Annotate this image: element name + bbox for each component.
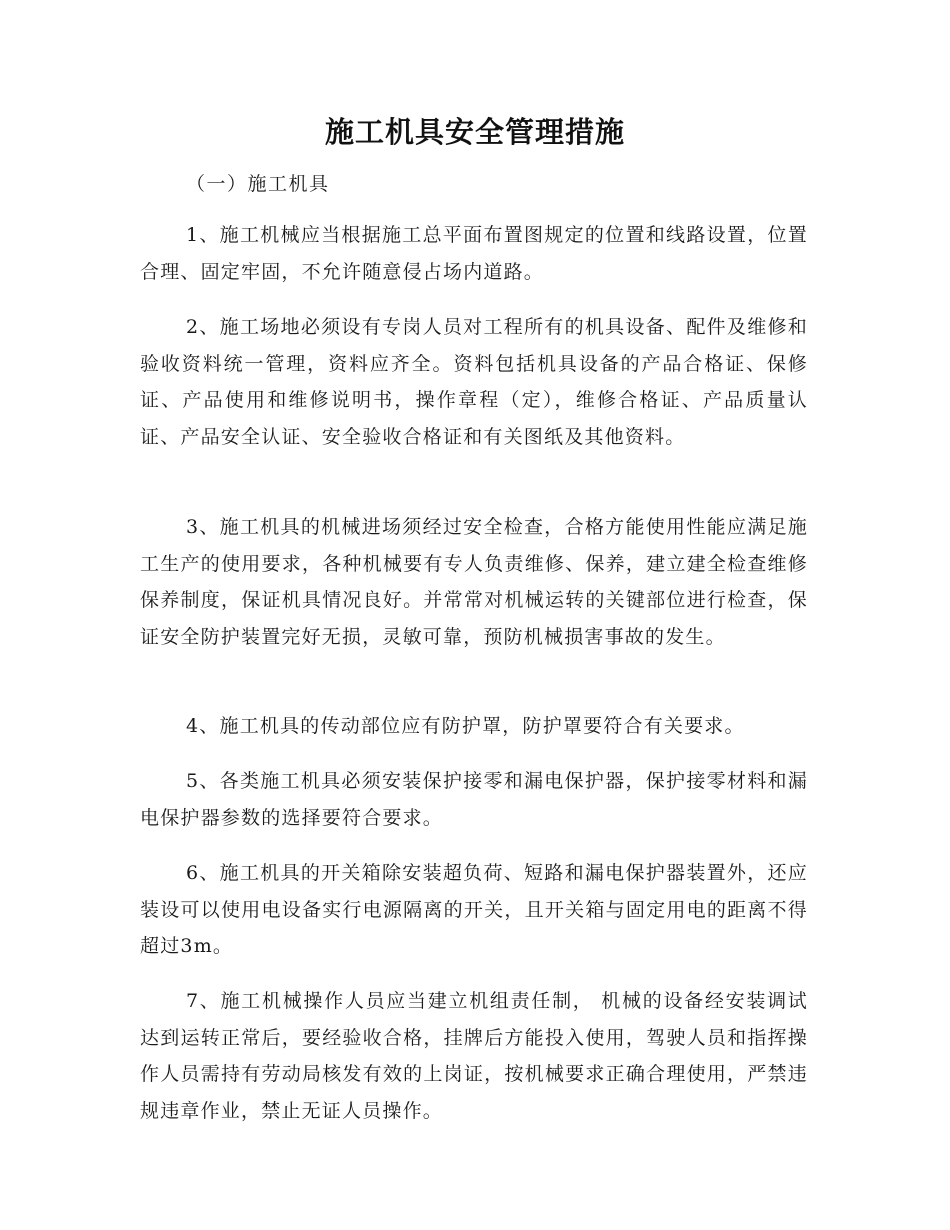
paragraph-1: 1、施工机械应当根据施工总平面布置图规定的位置和线路设置，位置合理、固定牢固，不允许随意侵占场内道路。 bbox=[140, 224, 808, 283]
paragraph-7: 7、施工机械操作人员应当建立机组责任制， 机械的设备经安装调试达到运转正常后，要经验收合格，挂牌后方能投入使用，驾驶人员和指挥操作人员需持有劳动局核发有效的上岗证，按机械要求正确合理使用，严禁违规违章作业，禁止无证人员操作。 bbox=[140, 990, 808, 1123]
paragraph-5: 5、各类施工机具必须安装保护接零和漏电保护器，保护接零材料和漏电保护器参数的选择要符合要求。 bbox=[140, 770, 808, 829]
paragraph-2: 2、施工场地必须设有专岗人员对工程所有的机具设备、配件及维修和验收资料统一管理，资料应齐全。资料包括机具设备的产品合格证、保修证、产品使用和维修说明书，操作章程（定），维修合格证、产品质量认证、产品安全认证、安全验收合格证和有关图纸及其他资料。 bbox=[140, 316, 808, 449]
paragraph-6: 6、施工机具的开关箱除安装超负荷、短路和漏电保护器装置外，还应装设可以使用电设备实行电源隔离的开关，且开关箱与固定用电的距离不得超过3m。 bbox=[140, 862, 808, 958]
paragraph-4: 4、施工机具的传动部位应有防护罩，防护罩要符合有关要求。 bbox=[186, 715, 745, 737]
paragraph-3: 3、施工机具的机械进场须经过安全检查，合格方能使用性能应满足施工生产的使用要求，各种机械要有专人负责维修、保养，建立建全检查维修保养制度，保证机具情况良好。并常常对机械运转的关键部位进行检查，保证安全防护装置完好无损，灵敏可靠，预防机械损害事故的发生。 bbox=[140, 516, 808, 649]
section-heading: （一）施工机具 bbox=[186, 173, 330, 195]
page-title: 施工机具安全管理措施 bbox=[324, 115, 625, 149]
